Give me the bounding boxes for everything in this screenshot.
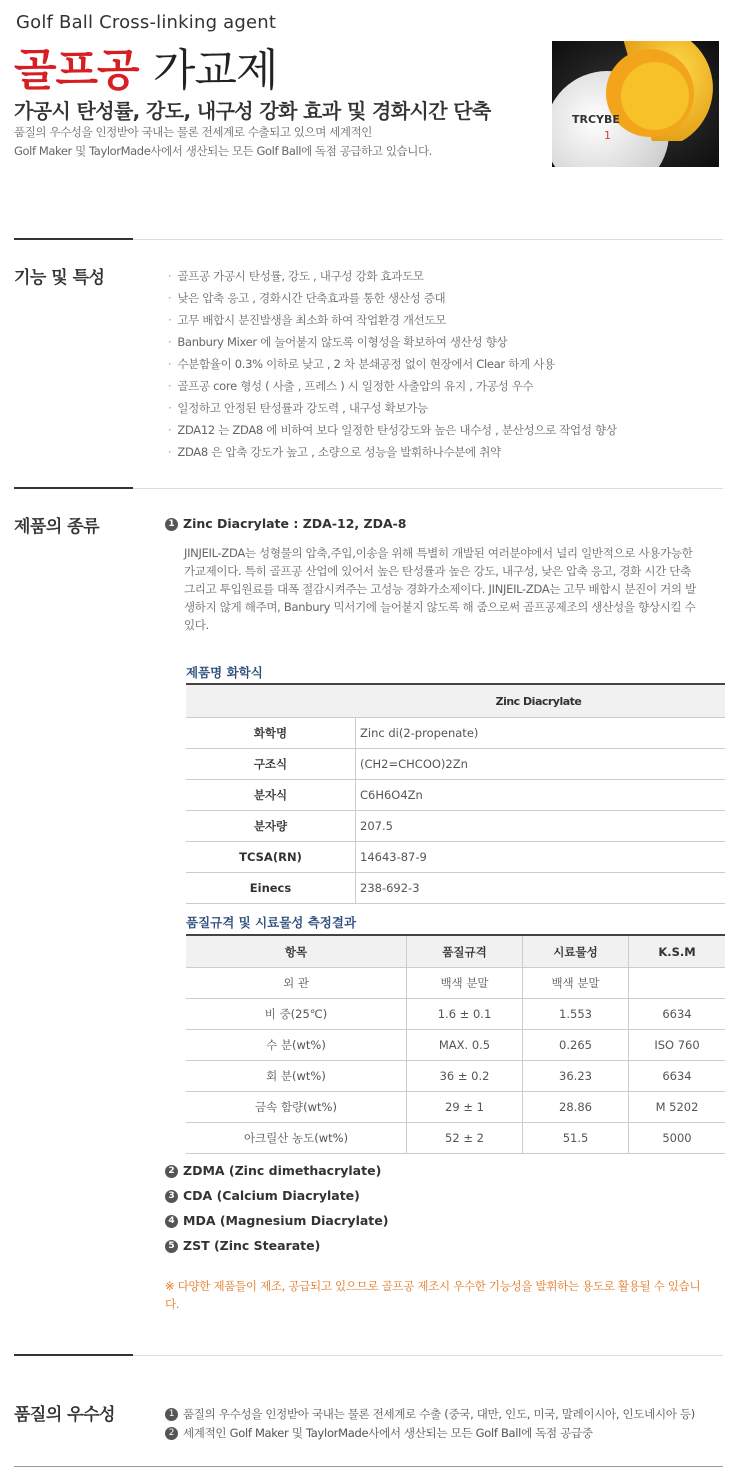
table-cell: 52 ± 2 [407, 1123, 523, 1154]
table1-title: 제품명 화학식 [186, 665, 263, 680]
intro-line-2: Golf Maker 및 TaylorMade사에서 생산되는 모든 Golf Ball에 독점 공급하고 있습니다. [14, 144, 432, 158]
number-badge: 1 [165, 518, 178, 531]
quality-item [165, 1406, 695, 1422]
table-row [186, 749, 725, 780]
product-name: ZDMA (Zinc dimethacrylate) [183, 1163, 382, 1178]
headline: 가공시 탄성률, 강도, 내구성 강화 효과 및 경화시간 단축 [14, 99, 491, 123]
table-cell: 1.553 [523, 999, 629, 1030]
table-cell: 36.23 [523, 1061, 629, 1092]
table-cell: TCSA(RN) [186, 842, 356, 873]
table-cell: 238-692-3 [356, 873, 726, 904]
note-line: ※ 다양한 제품들이 제조, 공급되고 있으므로 골프공 제조시 우수한 기능성을 발휘하는 용도로 활용될 수 있습니 [165, 1279, 701, 1293]
table-cell: M 5202 [629, 1092, 726, 1123]
table-cell: 화학명 [186, 718, 356, 749]
feature-item: · ZDA8 은 압축 강도가 높고 , 소량으로 성능을 발휘하나수분에 취약 [168, 444, 501, 460]
title-black: 가교제 [152, 45, 278, 96]
table-cell: 6634 [629, 1061, 726, 1092]
table-cell: 금속 함량(wt%) [186, 1092, 407, 1123]
quality-title: 품질의 우수성 [14, 1405, 115, 1425]
number-badge: 5 [165, 1240, 178, 1253]
ball-brand-text: ТRCYBE [572, 113, 620, 126]
table-cell: 14643-87-9 [356, 842, 726, 873]
table-cell: MAX. 0.5 [407, 1030, 523, 1061]
product-name: CDA (Calcium Diacrylate) [183, 1188, 360, 1203]
product-item-cda [165, 1188, 360, 1203]
quality-text: 품질의 우수성을 인정받아 국내는 물론 전세계로 수출 (중국, 대만, 인도, 미국, 말레이시아, 인도네시아 등) [183, 1407, 695, 1421]
table-cell: 51.5 [523, 1123, 629, 1154]
page-title [14, 34, 277, 98]
subtitle-en: Golf Ball Cross-linking agent [16, 12, 277, 33]
table-row [186, 999, 725, 1030]
table-cell: 28.86 [523, 1092, 629, 1123]
golf-ball-image [552, 41, 719, 167]
product-name: Zinc Diacrylate : ZDA-12, ZDA-8 [183, 516, 407, 531]
products-title: 제품의 종류 [14, 517, 100, 537]
table-cell: 비 중(25℃) [186, 999, 407, 1030]
description-line: JINJEIL-ZDA는 성형물의 압축,주입,이송을 위해 특별히 개발된 여러분야에서 널리 일반적으로 사용가능한 [184, 546, 693, 560]
quality-text: 세계적인 Golf Maker 및 TaylorMade사에서 생산되는 모든 Golf Ball에 독점 공급중 [183, 1426, 593, 1440]
table-row [186, 1061, 725, 1092]
feature-item: · 일정하고 안정된 탄성률과 강도력 , 내구성 확보가능 [168, 400, 428, 416]
table-header: 품질규격 [407, 935, 523, 968]
number-badge: 1 [165, 1408, 178, 1421]
number-badge: 2 [165, 1427, 178, 1440]
table-cell: 분자량 [186, 811, 356, 842]
product-item-zst [165, 1238, 320, 1253]
table-cell: 1.6 ± 0.1 [407, 999, 523, 1030]
number-badge: 2 [165, 1165, 178, 1178]
table2-title: 품질규격 및 시료물성 측정결과 [186, 915, 357, 930]
table-cell: 29 ± 1 [407, 1092, 523, 1123]
table-cell: 207.5 [356, 811, 726, 842]
table-row [186, 811, 725, 842]
table-cell: 0.265 [523, 1030, 629, 1061]
table-cell: 분자식 [186, 780, 356, 811]
table-cell: 백색 분말 [523, 968, 629, 999]
table-cell: C6H6O4Zn [356, 780, 726, 811]
table-row [186, 1092, 725, 1123]
section-marker [14, 487, 133, 489]
section-marker [14, 1354, 133, 1356]
chemical-formula-table [186, 683, 725, 904]
table-cell [629, 968, 726, 999]
intro-line-1: 품질의 우수성을 인정받아 국내는 물론 전세계로 수출되고 있으며 세계적인 [14, 125, 373, 139]
table-cell: ISO 760 [629, 1030, 726, 1061]
table-cell: 5000 [629, 1123, 726, 1154]
table-cell: Einecs [186, 873, 356, 904]
table-row [186, 842, 725, 873]
number-badge: 3 [165, 1190, 178, 1203]
product-item-zda [165, 516, 407, 531]
table-cell: 구조식 [186, 749, 356, 780]
table-cell: Zinc di(2-propenate) [356, 718, 726, 749]
product-name: ZST (Zinc Stearate) [183, 1238, 321, 1253]
product-description [184, 544, 724, 634]
description-line: 가교제이다. 특히 골프공 산업에 있어서 높은 탄성률과 높은 강도, 내구성, 낮은 압축 응고, 경화 시간 단축 [184, 564, 691, 578]
table-cell: 아크릴산 농도(wt%) [186, 1123, 407, 1154]
table-cell: 백색 분말 [407, 968, 523, 999]
description-line: 생하지 않게 해주며, Banbury 믹서기에 늘어붙지 않도록 해 줌으로써 골프공제조의 생산성을 향상시킬 수 [184, 600, 696, 614]
feature-item: · ZDA12 는 ZDA8 에 비하여 보다 일정한 탄성강도와 높은 내수성 , 분산성으로 작업성 향상 [168, 422, 617, 438]
section-marker [14, 238, 133, 240]
table-cell: (CH2=CHCOO)2Zn [356, 749, 726, 780]
table-row [186, 1123, 725, 1154]
table-cell: 회 분(wt%) [186, 1061, 407, 1092]
product-item-zdma [165, 1163, 381, 1178]
table1-header: Zinc Diacrylate [186, 684, 725, 718]
table-header: 항목 [186, 935, 407, 968]
feature-item: · 고무 배합시 분진발생을 최소화 하여 작업환경 개선도모 [168, 312, 446, 328]
table-cell: 6634 [629, 999, 726, 1030]
feature-item: · 골프공 가공시 탄성률, 강도 , 내구성 강화 효과도모 [168, 268, 424, 284]
note [165, 1277, 725, 1313]
table-row [186, 968, 725, 999]
feature-item: · 낮은 압축 응고 , 경화시간 단축효과를 통한 생산성 증대 [168, 290, 445, 306]
quality-spec-table [186, 934, 725, 1154]
table-row [186, 718, 725, 749]
quality-item [165, 1425, 593, 1441]
table-row [186, 1030, 725, 1061]
title-red: 골프공 [14, 45, 139, 96]
feature-item: · 골프공 core 형성 ( 사출 , 프레스 ) 시 일정한 사출압의 유지 , 가공성 우수 [168, 378, 533, 394]
ball-number: 1 [604, 129, 611, 142]
description-line: 있다. [184, 618, 209, 632]
table-header: K.S.M [629, 935, 726, 968]
table-cell: 36 ± 0.2 [407, 1061, 523, 1092]
feature-item: · Banbury Mixer 에 눌어붙지 않도록 이형성을 확보하여 생산성 향상 [168, 334, 507, 350]
table-cell: 외 관 [186, 968, 407, 999]
note-line: 다. [165, 1297, 180, 1311]
description-line: 그리고 투입원료를 대폭 절감시켜주는 고성능 경화가소제이다. JINJEIL-ZDA는 고무 배합시 분진이 거의 발 [184, 582, 696, 596]
feature-item: · 수분함율이 0.3% 이하로 낮고 , 2 차 분쇄공정 없이 현장에서 Clear 하게 사용 [168, 356, 555, 372]
table-row [186, 873, 725, 904]
footer-divider [14, 1466, 723, 1467]
table-cell: 수 분(wt%) [186, 1030, 407, 1061]
table-row [186, 780, 725, 811]
number-badge: 4 [165, 1215, 178, 1228]
product-name: MDA (Magnesium Diacrylate) [183, 1213, 389, 1228]
features-title: 기능 및 특성 [14, 268, 105, 288]
product-item-mda [165, 1213, 388, 1228]
table-header: 시료물성 [523, 935, 629, 968]
